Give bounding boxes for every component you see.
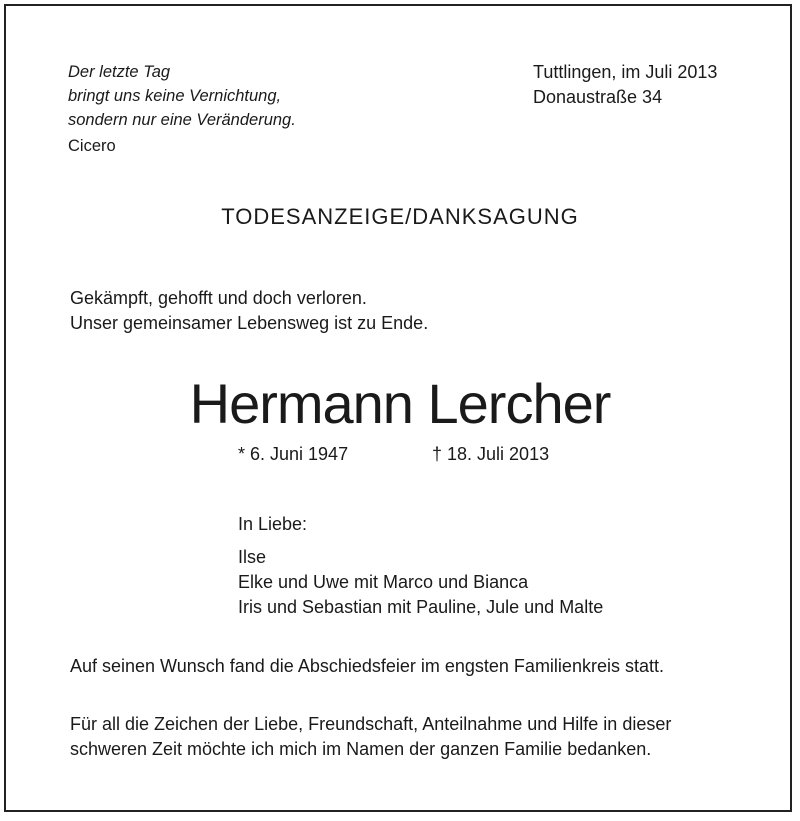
intro-line: Unser gemeinsamer Lebensweg ist zu Ende. — [70, 313, 429, 333]
family-member: Elke und Uwe mit Marco und Bianca — [238, 572, 529, 592]
epigraph — [68, 60, 296, 158]
death-date: † 18. Juli 2013 — [432, 444, 550, 464]
ceremony-note: Auf seinen Wunsch fand die Abschiedsfeier im engsten Familienkreis statt. — [70, 656, 664, 676]
epigraph-line: sondern nur eine Veränderung. — [68, 111, 296, 129]
deceased-name: Hermann Lercher — [189, 372, 611, 435]
intro-line: Gekämpft, gehofft und doch verloren. — [70, 288, 367, 308]
intro-text — [70, 286, 428, 336]
thanks-line: schweren Zeit möchte ich mich im Namen der ganzen Familie bedanken. — [70, 739, 652, 759]
thanks-text — [70, 712, 671, 762]
family-label: In Liebe: — [238, 514, 308, 534]
family-block — [238, 512, 603, 620]
birth-date: * 6. Juni 1947 — [238, 444, 349, 464]
epigraph-line: bringt uns keine Vernichtung, — [68, 87, 282, 105]
thanks-line: Für all die Zeichen der Liebe, Freundschaft, Anteilnahme und Hilfe in dieser — [70, 714, 672, 734]
epigraph-line: Der letzte Tag — [68, 63, 171, 81]
location-block — [533, 60, 717, 110]
epigraph-author: Cicero — [68, 137, 116, 155]
street-address: Donaustraße 34 — [533, 87, 663, 107]
notice-heading: TODESANZEIGE/DANKSAGUNG — [221, 204, 579, 229]
family-member: Iris und Sebastian mit Pauline, Jule und Malte — [238, 597, 604, 617]
place-date: Tuttlingen, im Juli 2013 — [533, 62, 718, 82]
family-member: Ilse — [238, 547, 267, 567]
